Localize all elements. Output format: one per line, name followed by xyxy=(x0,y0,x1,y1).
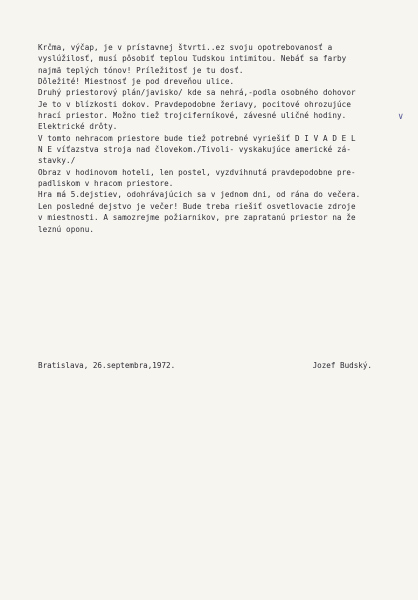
text-line: Druhý priestorový plán/javisko/ kde sa nehrá,-podla osobného dohovor xyxy=(38,88,356,98)
text-line: Elektrické drôty. xyxy=(38,122,118,132)
text-line: najmä teplých tónov! Príležitosť je tu dosť. xyxy=(38,65,244,75)
document-footer xyxy=(38,361,378,370)
margin-check-mark: ∨ xyxy=(398,112,404,122)
place-date: Bratislava, 26.septembra,1972. xyxy=(38,361,176,370)
text-line: N E víťazstva stroja nad človekom./Tivoli- vyskakujúce americké zá- xyxy=(38,145,352,155)
document-body xyxy=(38,42,400,235)
text-line: Obraz v hodinovom hoteli, len postel, vyzdvihnutá pravdepodobne pre- xyxy=(38,167,356,177)
text-line: Dôležité! Miestnosť je pod dreveňou ulice. xyxy=(38,77,235,87)
text-line: Je to v blízkosti dokov. Pravdepodobne žeriavy, pocitové ohrozujúce xyxy=(38,99,352,109)
text-line: Len posledné dejstvo je večer! Bude treba riešiť osvetlovacie zdroje xyxy=(38,201,356,211)
text-line: v miestnosti. A samozrejme požiarnikov, pre zapratanú priestor na že xyxy=(38,213,356,223)
text-line: V tomto nehracom priestore bude tiež potrebné vyriešiť D I V A D E L xyxy=(38,133,356,143)
text-line: vyslúžilosť, musí pôsobiť teplou ľudskou intimitou. Nebáť sa farby xyxy=(38,54,347,64)
text-line: padliskom v hracom priestore. xyxy=(38,179,174,189)
text-line: Krčma, výčap, je v prístavnej štvrti..ez svoju opotrebovanosť a xyxy=(38,43,333,52)
text-line: hrací priestor. Možno tiež trojciferníkové, závesné uličné hodiny. xyxy=(38,111,347,121)
signature: Jozef Budský. xyxy=(312,361,372,370)
text-line: stavky./ xyxy=(38,156,76,166)
text-line: leznú oponu. xyxy=(38,224,95,234)
text-line: Hra má 5.dejstiev, odohrávajúcich sa v jednom dni, od rána do večera. xyxy=(38,190,361,200)
